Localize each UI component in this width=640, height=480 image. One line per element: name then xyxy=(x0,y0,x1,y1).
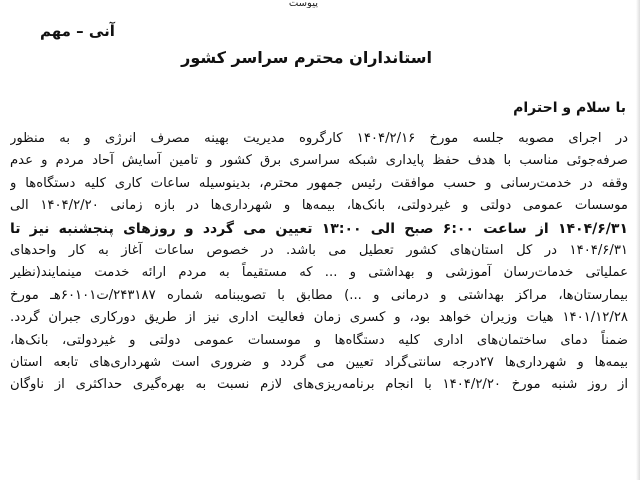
greeting: با سلام و احترام xyxy=(513,100,626,116)
body-line: از روز شنبه مورخ ۱۴۰۴/۲/۲۰ با انجام برنامه‌ریزی‌های لازم نسبت به بهره‌گیری حداکثری از ناوگان xyxy=(10,377,628,393)
body-line: ۱۴۰۴/۶/۳۱ در کل استان‌های کشور تعطیل می باشد. در خصوص ساعات آغاز به کار واحدهای xyxy=(10,242,628,258)
recipient-heading: استانداران محترم سراسر کشور xyxy=(181,48,432,67)
letter-body xyxy=(10,128,628,397)
body-line: بیمه‌ها و شهرداری‌ها ۲۷درجه سانتی‌گراد تعیین می گردد و ضروری است شهرداری‌های تابعه استان xyxy=(10,354,628,370)
body-line: در اجرای مصوبه جلسه مورخ ۱۴۰۴/۲/۱۶ کارگروه مدیریت بهینه مصرف انرژی و به منظور xyxy=(10,131,628,146)
scan-edge xyxy=(636,0,640,480)
body-line: ۱۴۰۴/۶/۳۱ از ساعت ۶:۰۰ صبح الی ۱۳:۰۰ تعیین می گردد و روزهای پنجشنبه نیز تا xyxy=(10,220,628,237)
body-line: وقفه در خدمت‌رسانی و حسب موافقت رئیس جمهور محترم، بدینوسیله ساعات کاری کلیه دستگاه‌ها و xyxy=(10,175,628,191)
body-line: ۱۴۰۱/۱۲/۲۸ هیات وزیران خواهد بود، و کسری زمان فعالیت اداری نیز از طریق دورکاری جبران گردد. xyxy=(10,310,628,326)
priority-label: آنی – مهم xyxy=(40,22,115,40)
body-line: صرفه‌جوئی مناسب با هدف حفظ پایداری شبکه سراسری برق کشور و تامین آسایش آحاد مردم و عدم xyxy=(10,153,628,169)
body-line: موسسات عمومی دولتی و غیردولتی، بانک‌ها، بیمه‌ها و شهرداری‌ها در بازه زمانی ۱۴۰۴/۲/۲۰ الی xyxy=(10,198,628,214)
top-mark: پیوست xyxy=(288,0,318,8)
body-line: ضمناً دمای ساختمان‌های اداری کلیه دستگاه‌ها و موسسات عمومی دولتی و غیردولتی، بانک‌ها، xyxy=(10,332,628,348)
body-line: عملیاتی خدمات‌رسان آموزشی و بهداشتی و ... که مستقیماً به مردم ارائه خدمت مینمایند(نظیر xyxy=(10,265,628,281)
body-line: بیمارستان‌ها، مراکز بهداشتی و درمانی و ...) مطابق با تصویبنامه شماره ۲۴۳۱۸۷/ت۶۰۱۰۱هـ مورخ xyxy=(10,287,628,303)
